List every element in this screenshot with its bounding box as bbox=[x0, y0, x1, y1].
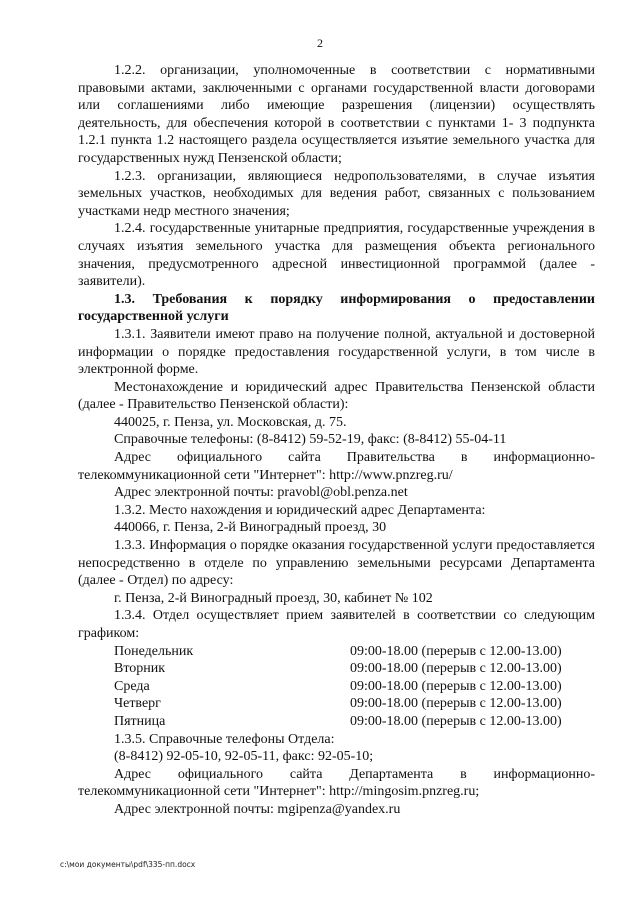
paragraph-dep-email: Адрес электронной почты: mgipenza@yandex.ru bbox=[114, 801, 401, 817]
paragraph-dep-phones: (8-8412) 92-05-10, 92-05-11, факс: 92-05-10; bbox=[114, 749, 374, 765]
schedule-day: Среда bbox=[114, 678, 150, 694]
paragraph-dep-address: 440066, г. Пенза, 2-й Виноградный проезд, 30 bbox=[114, 520, 387, 536]
schedule-day: Пятница bbox=[114, 713, 166, 729]
page-number: 2 bbox=[317, 36, 323, 50]
footer-file-path: c:\мои документы\pdf\335-пп.docx bbox=[60, 860, 196, 869]
paragraph-gov-location: Местонахождение и юридический адрес Правительства Пензенской области (далее - Правительство Пензенской области): bbox=[78, 379, 595, 413]
schedule-day: Вторник bbox=[114, 661, 166, 677]
schedule-day: Четверг bbox=[114, 696, 161, 712]
paragraph-dep-room: г. Пенза, 2-й Виноградный проезд, 30, кабинет № 102 bbox=[114, 590, 433, 606]
section-heading-1-3: 1.3. Требования к порядку информирования о предоставлении государственной услуги bbox=[78, 291, 595, 325]
paragraph-gov-email: Адрес электронной почты: pravobl@obl.penza.net bbox=[114, 485, 408, 501]
paragraph-1-2-3: 1.2.3. организации, являющиеся недропользователями, в случае изъятия земельных участков, необходимых для ведения работ, связанных с пользованием участками недр местного значения; bbox=[78, 168, 595, 219]
schedule-hours: 09:00-18.00 (перерыв с 12.00-13.00) bbox=[350, 678, 562, 694]
schedule-row bbox=[78, 660, 595, 678]
schedule-row bbox=[78, 678, 595, 696]
schedule-row bbox=[78, 643, 595, 661]
paragraph-gov-site: Адрес официального сайта Правительства в информационно-телекоммуникационной сети "Интернет": http://www.pnzreg.ru/ bbox=[78, 450, 595, 483]
paragraph-1-3-4: 1.3.4. Отдел осуществляет прием заявителей в соответствии со следующим графиком: bbox=[78, 608, 595, 641]
schedule-row bbox=[78, 695, 595, 713]
paragraph-dep-site: Адрес официального сайта Департамента в информационно-телекоммуникационной сети "Интернет": http://mingosim.pnzreg.ru; bbox=[78, 766, 595, 800]
paragraph-1-3-2: 1.3.2. Место нахождения и юридический адрес Департамента: bbox=[114, 502, 486, 518]
schedule-hours: 09:00-18.00 (перерыв с 12.00-13.00) bbox=[350, 713, 562, 729]
schedule-day: Понедельник bbox=[114, 643, 194, 659]
paragraph-gov-phones: Справочные телефоны: (8-8412) 59-52-19, факс: (8-8412) 55-04-11 bbox=[114, 432, 507, 448]
paragraph-1-3-3: 1.3.3. Информация о порядке оказания государственной услуги предоставляется непосредственно в отделе по управлению земельными ресурсами Департамента (далее - Отдел) по адресу: bbox=[78, 538, 595, 589]
paragraph-gov-address: 440025, г. Пенза, ул. Московская, д. 75. bbox=[114, 414, 347, 430]
schedule-hours: 09:00-18.00 (перерыв с 12.00-13.00) bbox=[350, 696, 562, 712]
reception-schedule bbox=[78, 643, 595, 731]
schedule-hours: 09:00-18.00 (перерыв с 12.00-13.00) bbox=[350, 643, 562, 659]
schedule-hours: 09:00-18.00 (перерыв с 12.00-13.00) bbox=[350, 661, 562, 677]
document-body bbox=[78, 62, 595, 819]
paragraph-1-3-1: 1.3.1. Заявители имеют право на получение полной, актуальной и достоверной информации о порядке предоставления государственной услуги, в том числе в электронной форме. bbox=[78, 326, 595, 378]
paragraph-1-2-4: 1.2.4. государственные унитарные предприятия, государственные учреждения в случаях изъятия земельного участка для размещения объекта регионального значения, предусмотренного адресной инвестиционной программой (далее - заявители). bbox=[78, 221, 595, 290]
paragraph-1-3-5: 1.3.5. Справочные телефоны Отдела: bbox=[114, 731, 335, 747]
paragraph-1-2-2: 1.2.2. организации, уполномоченные в соответствии с нормативными правовыми актами, заключенными с органами государственной власти договорами или соглашениями либо имеющие разрешения (лицензии) осуществлять деятельность, для обеспечения которой в соответствии с пунктами 1- 3 подпункта 1.2.1 пункта 1.2 настоящего раздела осуществляется изъятие земельного участка для государственных нужд Пензенской области; bbox=[78, 63, 595, 166]
schedule-row bbox=[78, 713, 595, 731]
